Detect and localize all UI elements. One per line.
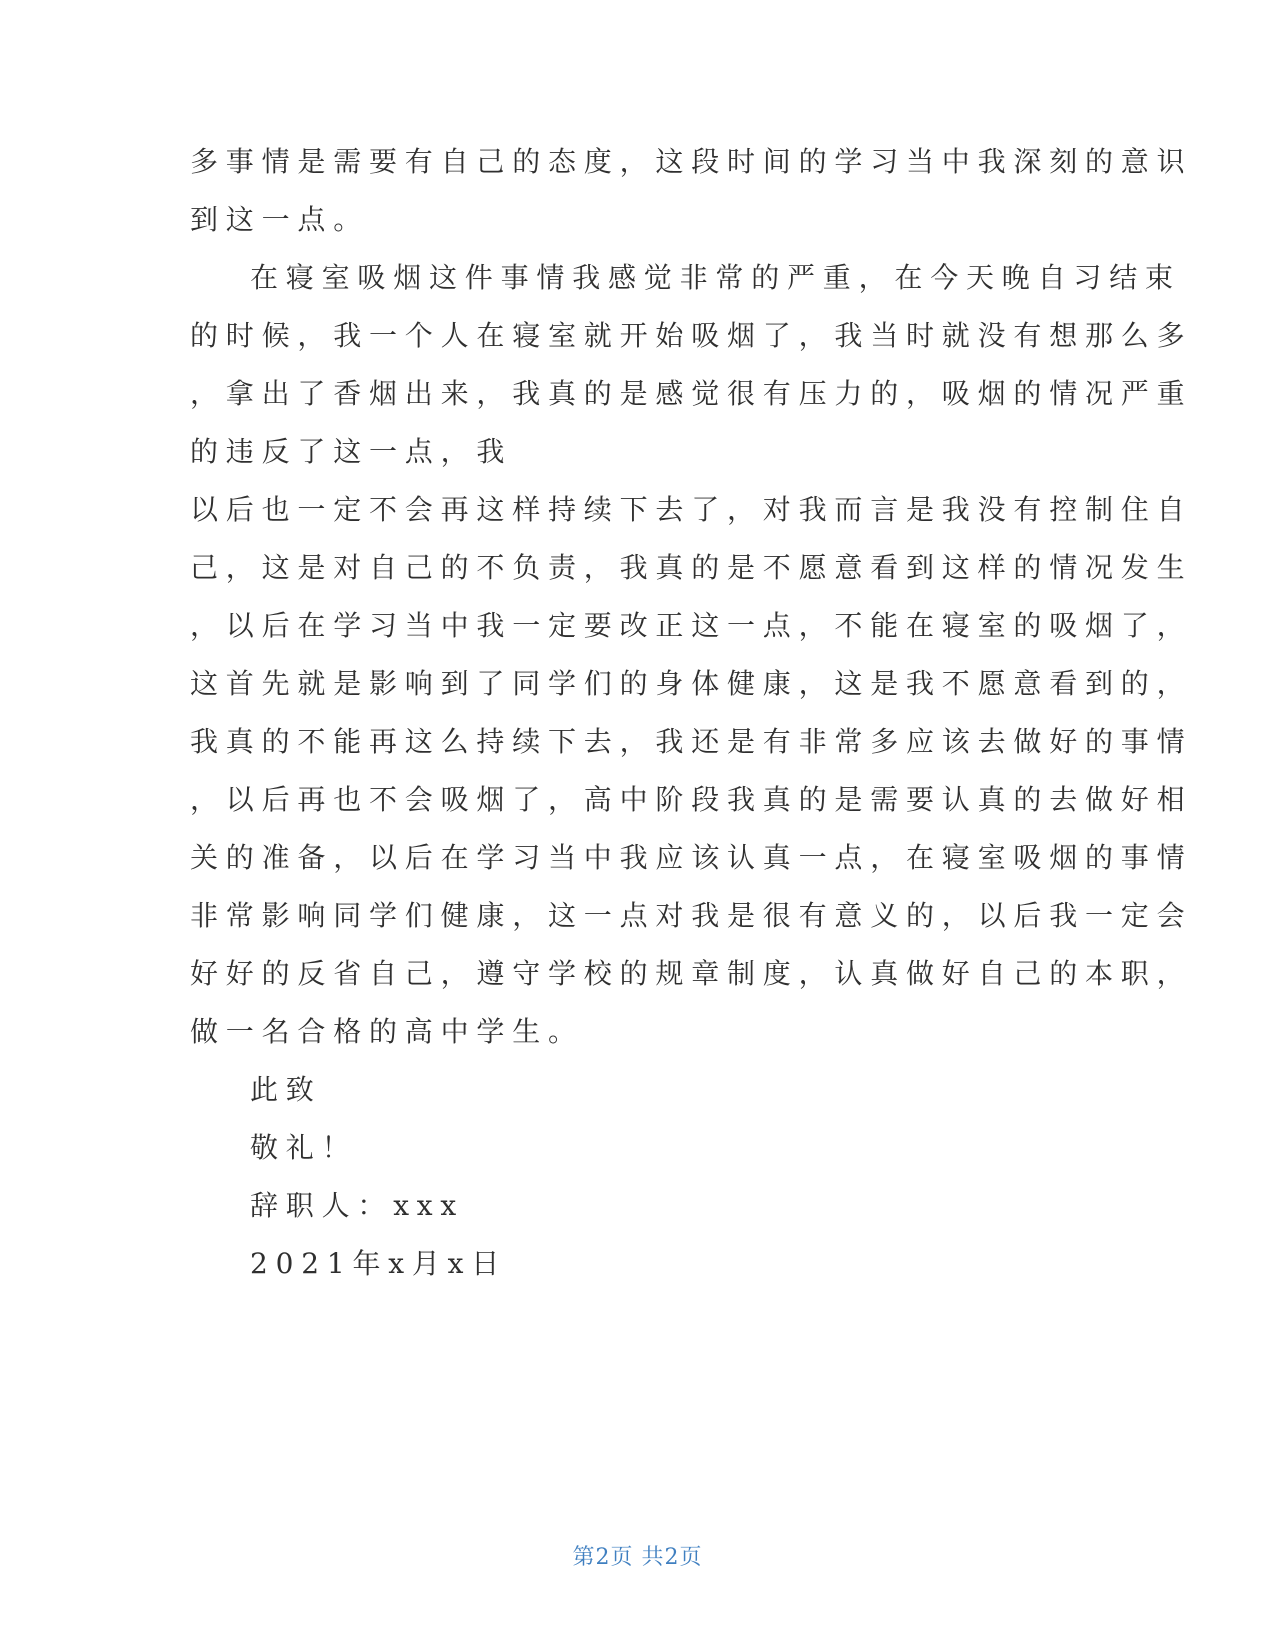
body-line-8: 己，这是对自己的不负责，我真的是不愿意看到这样的情况发生 <box>190 551 1193 584</box>
body-line-10: 这首先就是影响到了同学们的身体健康，这是我不愿意看到的， <box>190 667 1193 700</box>
page-footer <box>0 1540 1275 1571</box>
body-line-7: 以后也一定不会再这样持续下去了，对我而言是我没有控制住自 <box>190 493 1193 526</box>
body-line-13: 关的准备，以后在学习当中我应该认真一点，在寝室吸烟的事情 <box>190 841 1193 874</box>
body-line-15: 好好的反省自己，遵守学校的规章制度，认真做好自己的本职， <box>190 957 1193 990</box>
closing-regards: 敬礼！ <box>250 1131 358 1164</box>
body-line-1: 多事情是需要有自己的态度，这段时间的学习当中我深刻的意识 <box>190 145 1193 178</box>
footer-page-number: 2 <box>595 1545 611 1570</box>
closing-date: 2021年x月x日 <box>250 1247 508 1280</box>
body-line-6: 的违反了这一点，我 <box>190 435 513 468</box>
body-line-9: ，以后在学习当中我一定要改正这一点，不能在寝室的吸烟了， <box>190 609 1193 642</box>
body-line-4: 的时候，我一个人在寝室就开始吸烟了，我当时就没有想那么多 <box>190 319 1193 352</box>
body-line-5: ，拿出了香烟出来，我真的是感觉很有压力的，吸烟的情况严重 <box>190 377 1193 410</box>
body-line-16: 做一名合格的高中学生。 <box>190 1015 584 1048</box>
footer-total-pages: 2 <box>664 1545 680 1570</box>
body-line-14: 非常影响同学们健康，这一点对我是很有意义的，以后我一定会 <box>190 899 1193 932</box>
footer-middle: 页 共 <box>610 1545 665 1570</box>
body-line-3: 在寝室吸烟这件事情我感觉非常的严重，在今天晚自习结束 <box>250 261 1181 294</box>
body-line-2: 到这一点。 <box>190 203 370 236</box>
footer-suffix: 页 <box>679 1545 703 1570</box>
body-line-12: ，以后再也不会吸烟了，高中阶段我真的是需要认真的去做好相 <box>190 783 1193 816</box>
closing-salutation: 此致 <box>250 1073 322 1106</box>
closing-signer: 辞职人：xxx <box>250 1189 464 1222</box>
body-line-11: 我真的不能再这么持续下去，我还是有非常多应该去做好的事情 <box>190 725 1193 758</box>
footer-prefix: 第 <box>572 1545 596 1570</box>
